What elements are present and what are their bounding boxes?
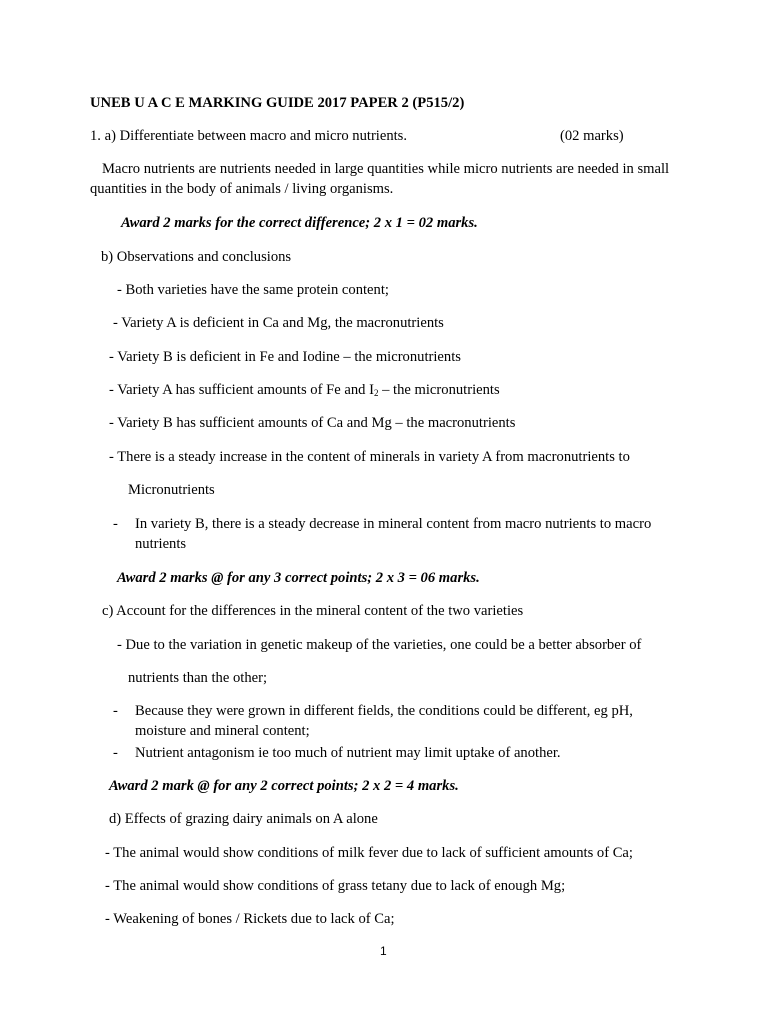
- question-1a: 1. a) Differentiate between macro and micro nutrients.: [90, 128, 408, 144]
- point-1b-7: In variety B, there is a steady decrease in mineral content from macro nutrients to macro nutrients: [135, 516, 652, 552]
- point-1c-2: Because they were grown in different fields, the conditions could be different, eg pH, moisture and mineral content;: [135, 703, 633, 739]
- point-1b-6: - There is a steady increase in the content of minerals in variety A from macronutrients to: [109, 449, 630, 465]
- point-1d-1: - The animal would show conditions of milk fever due to lack of sufficient amounts of Ca;: [105, 845, 633, 861]
- bullet-dash: -: [113, 745, 118, 761]
- bullet-dash: -: [113, 516, 118, 532]
- document-title: UNEB U A C E MARKING GUIDE 2017 PAPER 2 (P515/2): [90, 95, 465, 111]
- question-1b: b) Observations and conclusions: [101, 249, 292, 265]
- award-1c: Award 2 mark @ for any 2 correct points; 2 x 2 = 4 marks.: [109, 778, 459, 794]
- point-1c-1: - Due to the variation in genetic makeup of the varieties, one could be a better absorber of: [117, 637, 642, 653]
- point-1b-6-continued: Micronutrients: [128, 482, 215, 498]
- question-1a-marks: (02 marks): [560, 128, 624, 144]
- point-1b-2: - Variety A is deficient in Ca and Mg, the macronutrients: [113, 315, 444, 331]
- point-1b-5: - Variety B has sufficient amounts of Ca and Mg – the macronutrients: [109, 415, 516, 431]
- point-1b-3: - Variety B is deficient in Fe and Iodine – the micronutrients: [109, 349, 461, 365]
- award-1a: Award 2 marks for the correct difference; 2 x 1 = 02 marks.: [121, 215, 478, 231]
- page-number: 1: [380, 944, 387, 958]
- answer-1a: Macro nutrients are nutrients needed in large quantities while micro nutrients are needed in small quantities in the body of animals / living organisms.: [90, 161, 670, 197]
- point-1b-1: - Both varieties have the same protein content;: [117, 282, 389, 298]
- question-1c: c) Account for the differences in the mineral content of the two varieties: [102, 603, 524, 619]
- point-1b-4: - Variety A has sufficient amounts of Fe and $I_2$ – the micronutrients: [109, 382, 500, 398]
- award-1b: Award 2 marks @ for any 3 correct points; 2 x 3 = 06 marks.: [117, 570, 480, 586]
- bullet-dash: -: [113, 703, 118, 719]
- point-1d-3: - Weakening of bones / Rickets due to lack of Ca;: [105, 911, 395, 927]
- point-1d-2: - The animal would show conditions of grass tetany due to lack of enough Mg;: [105, 878, 566, 894]
- question-1d: d) Effects of grazing dairy animals on A alone: [109, 811, 378, 827]
- point-1c-3: Nutrient antagonism ie too much of nutrient may limit uptake of another.: [135, 745, 561, 761]
- point-1c-1-continued: nutrients than the other;: [128, 670, 268, 686]
